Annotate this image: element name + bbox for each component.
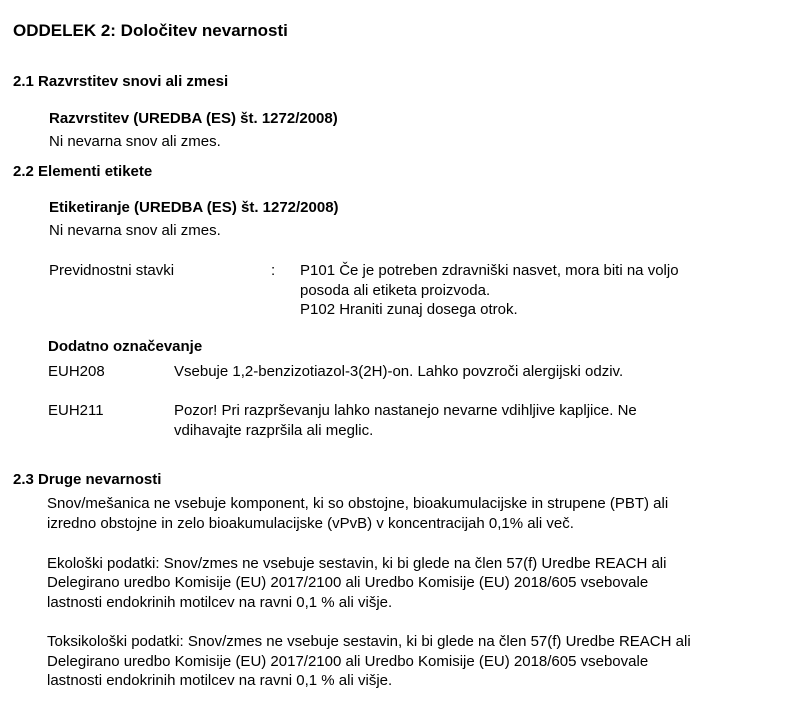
- labeling-heading: Etiketiranje (UREDBA (ES) št. 1272/2008): [49, 199, 339, 216]
- euh-text: Vsebuje 1,2-benzizotiazol-3(2H)-on. Lahko povzroči alergijski odziv.: [174, 363, 624, 380]
- additional-labeling-heading: Dodatno označevanje: [48, 338, 203, 355]
- precautionary-line: P101 Če je potreben zdravniški nasvet, mora biti na voljo: [300, 262, 679, 279]
- pbt-line: Snov/mešanica ne vsebuje komponent, ki so obstojne, bioakumulacijske in strupene (PBT) ali: [47, 495, 669, 512]
- euh-code: EUH211: [48, 402, 104, 419]
- heading-2-2: 2.2 Elementi etikete: [13, 163, 153, 180]
- pbt-line: izredno obstojne in zelo bioakumulacijske (vPvB) v koncentracijah 0,1% ali več.: [47, 515, 574, 532]
- section-title: ODDELEK 2: Določitev nevarnosti: [13, 21, 288, 40]
- ecological-line: Delegirano uredbo Komisije (EU) 2017/2100 ali Uredbo Komisije (EU) 2018/605 vsebovale: [47, 574, 649, 591]
- precautionary-label: Previdnostni stavki: [49, 262, 175, 279]
- euh-text: Pozor! Pri razprševanju lahko nastanejo nevarne vdihljive kapljice. Ne: [174, 402, 637, 419]
- toxicological-line: lastnosti endokrinih motilcev na ravni 0,1 % ali višje.: [47, 672, 393, 689]
- toxicological-line: Delegirano uredbo Komisije (EU) 2017/2100 ali Uredbo Komisije (EU) 2018/605 vsebovale: [47, 653, 649, 670]
- heading-2-3: 2.3 Druge nevarnosti: [13, 471, 162, 488]
- classification-text: Ni nevarna snov ali zmes.: [49, 133, 221, 150]
- precautionary-line: P102 Hraniti zunaj dosega otrok.: [300, 301, 518, 318]
- classification-heading: Razvrstitev (UREDBA (ES) št. 1272/2008): [49, 110, 338, 127]
- euh-code: EUH208: [48, 363, 105, 380]
- precautionary-separator: :: [271, 262, 276, 279]
- toxicological-line: Toksikološki podatki: Snov/zmes ne vsebuje sestavin, ki bi glede na člen 57(f) Uredbe REACH ali: [47, 633, 691, 650]
- precautionary-line: posoda ali etiketa proizvoda.: [300, 282, 491, 299]
- ecological-line: Ekološki podatki: Snov/zmes ne vsebuje sestavin, ki bi glede na člen 57(f) Uredbe REACH ali: [47, 555, 667, 572]
- heading-2-1: 2.1 Razvrstitev snovi ali zmesi: [13, 73, 229, 90]
- ecological-line: lastnosti endokrinih motilcev na ravni 0,1 % ali višje.: [47, 594, 393, 611]
- labeling-text: Ni nevarna snov ali zmes.: [49, 222, 221, 239]
- euh-text: vdihavajte razpršila ali meglic.: [174, 422, 374, 439]
